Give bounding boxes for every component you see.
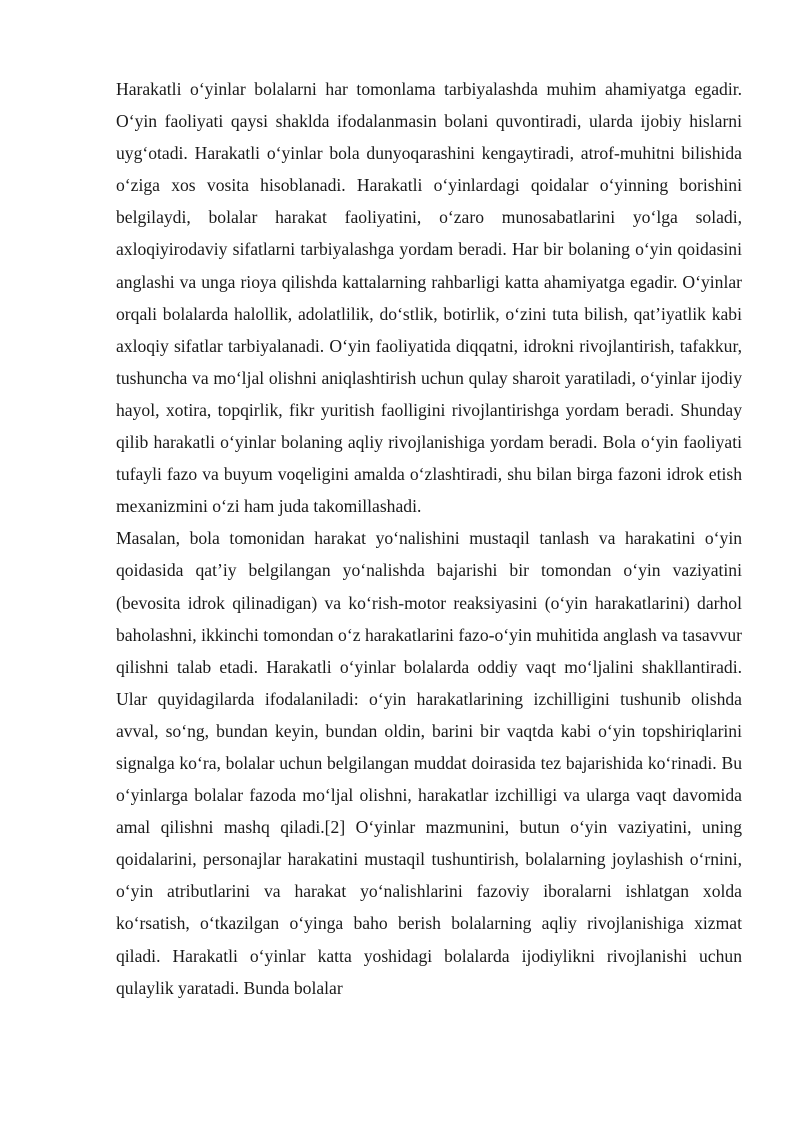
document-body — [116, 73, 742, 1004]
paragraph-1: Harakatli o‘yinlar bolalarni har tomonlama tarbiyalashda muhim ahamiyatga egadir. O‘yin faoliyati qaysi shaklda ifodalanmasin bolani quvontiradi, ularda ijobiy hislarni uyg‘otadi. Harakatli o‘yinlar bola dunyoqarashini kengaytiradi, atrof-muhitni bilishida o‘ziga xos vosita hisoblanadi. Harakatli o‘yinlardagi qoidalar o‘yinning borishini belgilaydi, bolalar harakat faoliyatini, o‘zaro munosabatlarini yo‘lga soladi, axloqiyirodaviy sifatlarni tarbiyalashga yordam beradi. Har bir bolaning o‘yin qoidasini anglashi va unga rioya qilishda kattalarning rahbarligi katta ahamiyatga egadir. O‘yinlar orqali bolalarda halollik, adolatlilik, do‘stlik, botirlik, o‘zini tuta bilish, qat’iyatlik kabi axloqiy sifatlar tarbiyalanadi. O‘yin faoliyatida diqqatni, idrokni rivojlantirish, tafakkur, tushuncha va mo‘ljal olishni aniqlashtirish uchun qulay sharoit yaratiladi, o‘yinlar ijodiy hayol, xotira, topqirlik, fikr yuritish faolligini rivojlantirishga yordam beradi. Shunday qilib harakatli o‘yinlar bolaning aqliy rivojlanishiga yordam beradi. Bola o‘yin faoliyati tufayli fazo va buyum voqeligini amalda o‘zlashtiradi, shu bilan birga fazoni idrok etish mexanizmini o‘zi ham juda takomillashadi. — [116, 79, 742, 517]
paragraph-2: Masalan, bola tomonidan harakat yo‘nalishini mustaqil tanlash va harakatini o‘yin qoidasida qat’iy belgilangan yo‘nalishda bajarishi bir tomondan o‘yin vaziyatini (bevosita idrok qilinadigan) va ko‘rish-motor reaksiyasini (o‘yin harakatlarini) darhol baholashni, ikkinchi tomondan o‘z harakatlarini fazo-o‘yin muhitida anglash va tasavvur qilishni talab etadi. Harakatli o‘yinlar bolalarda oddiy vaqt mo‘ljalini shakllantiradi. Ular quyidagilarda ifodalaniladi: o‘yin harakatlarining izchilligini tushunib olishda avval, so‘ng, bundan keyin, bundan oldin, barini bir vaqtda kabi o‘yin topshiriqlarini signalga ko‘ra, bolalar uchun belgilangan muddat doirasida tez bajarishida ko‘rinadi. Bu o‘yinlarga bolalar fazoda mo‘ljal olishni, harakatlar izchilligi va ularga vaqt davomida amal qilishni mashq qiladi.[2] O‘yinlar mazmunini, butun o‘yin vaziyatini, uning qoidalarini, personajlar harakatini mustaqil tushuntirish, bolalarning joylashish o‘rnini, o‘yin atributlarini va harakat yo‘nalishlarini fazoviy iboralarni ishlatgan xolda ko‘rsatish, o‘tkazilgan o‘yinga baho berish bolalarning aqliy rivojlanishiga xizmat qiladi. Harakatli o‘yinlar katta yoshidagi bolalarda ijodiylikni rivojlanishi uchun qulaylik yaratadi. Bunda bolalar — [116, 528, 742, 998]
